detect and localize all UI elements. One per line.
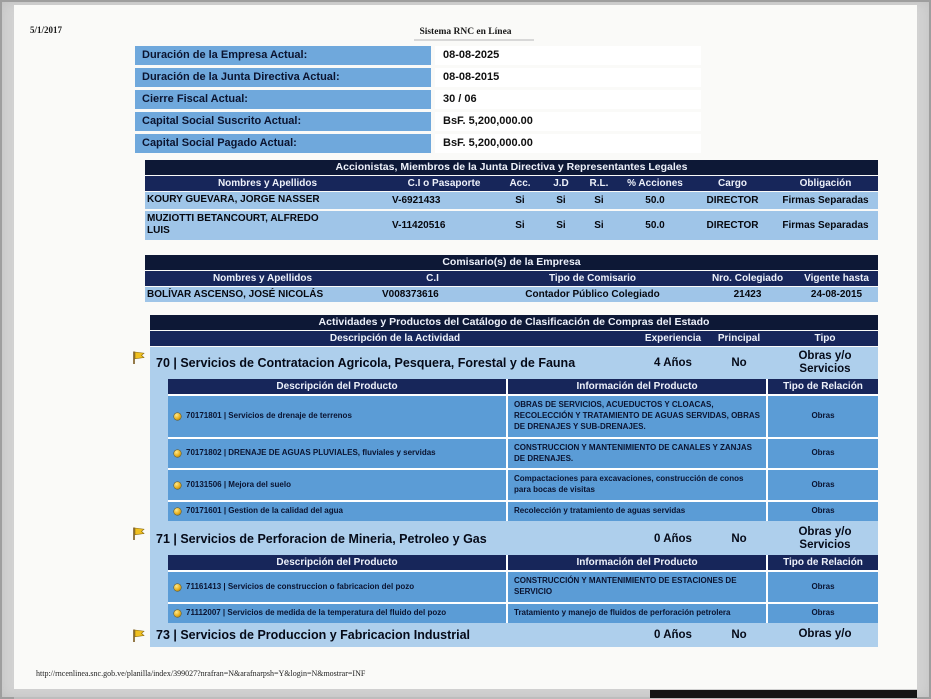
- shareholder-name-text: MUZIOTTI BETANCOURT, ALFREDO LUIS: [147, 212, 319, 236]
- shareholders-title: Accionistas, Miembros de la Junta Directiva y Representantes Legales: [145, 160, 878, 175]
- activity-label: 71 | Servicios de Perforacion de Mineria, Petroleo y Gas: [156, 532, 487, 547]
- product-tipo-relacion: Obras: [768, 604, 878, 623]
- shareholders-table: [145, 160, 878, 242]
- product-desc: 71112007 | Servicios de medida de la temperatura del fluido del pozo: [186, 607, 447, 617]
- col-header: Información del Producto: [508, 379, 766, 394]
- activity-experiencia: 0 Años: [654, 628, 692, 641]
- info-label: Capital Social Pagado Actual:: [135, 134, 431, 153]
- comisarios-title: Comisario(s) de la Empresa: [145, 255, 878, 270]
- product-info: [508, 396, 766, 436]
- flag-icon: [131, 350, 146, 365]
- shareholder-pct: 50.0: [645, 194, 665, 206]
- info-value: BsF. 5,200,000.00: [435, 134, 701, 153]
- comisarios-table: [145, 255, 878, 304]
- product-desc-cell: [168, 396, 506, 436]
- product-info-text: Recolección y tratamiento de aguas servidas: [514, 506, 686, 516]
- shareholder-name: [145, 211, 390, 240]
- product-desc: 70131506 | Mejora del suelo: [186, 479, 291, 489]
- shareholder-rl: Si: [594, 194, 604, 206]
- shareholder-id: V-11420516: [392, 219, 446, 231]
- activity-principal: No: [731, 357, 747, 370]
- info-value: 30 / 06: [435, 90, 701, 109]
- col-header: Nro. Colegiado: [711, 273, 784, 284]
- activity-row-71: [150, 523, 878, 555]
- shareholder-id: V-6921433: [392, 194, 441, 206]
- shareholder-acc: Si: [515, 219, 525, 231]
- col-header: Tipo: [814, 333, 836, 344]
- col-header: Tipo de Relación: [768, 555, 878, 570]
- activity-principal: No: [731, 628, 747, 641]
- products-header-row: [168, 555, 878, 570]
- shareholder-cargo: DIRECTOR: [706, 194, 759, 206]
- col-header: Cargo: [718, 178, 747, 189]
- product-desc-cell: [168, 502, 506, 521]
- activity-tipo: Obras y/o Servicios: [798, 350, 852, 376]
- shareholder-cargo: DIRECTOR: [706, 219, 759, 231]
- shareholder-row: [145, 192, 878, 209]
- col-header: J.D: [553, 178, 569, 189]
- col-header: Experiencia: [644, 333, 702, 344]
- bullet-icon: [174, 508, 181, 515]
- product-info: [508, 470, 766, 500]
- product-desc: 70171801 | Servicios de drenaje de terrenos: [186, 411, 352, 421]
- shareholder-name-text: KOURY GUEVARA, JORGE NASSER: [147, 194, 320, 205]
- shareholder-jd: Si: [556, 194, 566, 206]
- shareholders-header-row: [145, 176, 878, 191]
- product-row: [168, 502, 878, 521]
- shareholder-rl: Si: [594, 219, 604, 231]
- info-value: 08-08-2025: [435, 46, 701, 65]
- shareholder-obligacion: Firmas Separadas: [782, 194, 869, 206]
- products-table-71: [168, 555, 878, 622]
- info-value: BsF. 5,200,000.00: [435, 112, 701, 131]
- col-header: Vigente hasta: [804, 273, 869, 284]
- activity-tipo: Obras y/o: [798, 628, 852, 641]
- comisario-name: BOLÍVAR ASCENSO, JOSÉ NICOLÁS: [147, 289, 324, 300]
- product-tipo-relacion: Obras: [768, 396, 878, 436]
- product-info-text: Tratamiento y manejo de fluidos de perforación petrolera: [514, 607, 731, 617]
- scan-artifact-bar: [650, 690, 917, 698]
- activities-header-row: [150, 331, 878, 346]
- flag-icon: [131, 526, 146, 541]
- product-desc-cell: [168, 439, 506, 469]
- shareholder-name: [145, 192, 390, 209]
- activity-label: 70 | Servicios de Contratacion Agricola, Pesquera, Forestal y de Fauna: [156, 356, 576, 371]
- activity-experiencia: 4 Años: [654, 357, 692, 370]
- activity-row-70: [150, 347, 878, 379]
- shareholder-row: [145, 211, 878, 240]
- product-row: [168, 572, 878, 602]
- product-tipo-relacion: Obras: [768, 470, 878, 500]
- info-label: Duración de la Junta Directiva Actual:: [135, 68, 431, 87]
- flag-icon: [131, 628, 146, 643]
- col-header: Descripción de la Actividad: [329, 333, 461, 344]
- bullet-icon: [174, 584, 181, 591]
- col-header: Descripción del Producto: [168, 555, 506, 570]
- col-header: % Acciones: [627, 178, 683, 189]
- product-tipo-relacion: Obras: [768, 502, 878, 521]
- comisario-colegiado: 21423: [733, 289, 762, 300]
- shareholder-pct: 50.0: [645, 219, 665, 231]
- product-row: [168, 604, 878, 623]
- product-tipo-relacion: Obras: [768, 572, 878, 602]
- comisario-tipo: Contador Público Colegiado: [525, 289, 660, 300]
- col-header: R.L.: [589, 178, 609, 189]
- activity-row-73: [150, 625, 878, 645]
- comisario-vigente: 24-08-2015: [810, 289, 863, 300]
- company-info-table: [135, 46, 701, 153]
- print-footer-url: http://rncenlinea.snc.gob.ve/planilla/index/399027?nrafran=N&arafnarpsh=Y&login=N&mostrar=INF: [36, 669, 366, 678]
- product-info-text: CONSTRUCCIÓN Y MANTENIMIENTO DE ESTACIONES DE SERVICIO: [514, 576, 737, 597]
- activities-body: [150, 347, 878, 647]
- bullet-icon: [174, 610, 181, 617]
- product-row: [168, 439, 878, 469]
- page-body: [14, 5, 917, 689]
- info-value: 08-08-2015: [435, 68, 701, 87]
- col-header: C.I: [426, 273, 439, 284]
- product-desc: 71161413 | Servicios de construccion o fabricacion del pozo: [186, 581, 415, 591]
- col-header: Nombres y Apellidos: [212, 273, 313, 284]
- product-info: [508, 439, 766, 469]
- shareholder-acc: Si: [515, 194, 525, 206]
- products-table-70: [168, 379, 878, 520]
- products-header-row: [168, 379, 878, 394]
- product-info-text: OBRAS DE SERVICIOS, ACUEDUCTOS Y CLOACAS, RECOLECCIÓN Y TRATAMIENTO DE AGUAS SERVIDAS, OBRAS DE DRENAJES Y SUB-DRENAJES.: [514, 400, 760, 432]
- col-header: Principal: [717, 333, 761, 344]
- col-header: Descripción del Producto: [168, 379, 506, 394]
- col-header: Información del Producto: [508, 555, 766, 570]
- info-row: [135, 134, 701, 153]
- shareholder-obligacion: Firmas Separadas: [782, 219, 869, 231]
- product-row: [168, 396, 878, 436]
- product-info: [508, 502, 766, 521]
- info-row: [135, 112, 701, 131]
- product-desc-cell: [168, 470, 506, 500]
- activities-table: [150, 315, 878, 647]
- product-tipo-relacion: Obras: [768, 439, 878, 469]
- col-header: C.I o Pasaporte: [407, 178, 481, 189]
- page-title: Sistema RNC en Línea: [419, 27, 512, 37]
- info-row: [135, 46, 701, 65]
- shareholder-jd: Si: [556, 219, 566, 231]
- bullet-icon: [174, 482, 181, 489]
- info-label: Cierre Fiscal Actual:: [135, 90, 431, 109]
- activity-principal: No: [731, 533, 747, 546]
- info-row: [135, 68, 701, 87]
- product-info-text: Compactaciones para excavaciones, construcción de conos para bocas de visitas: [514, 474, 744, 495]
- info-label: Capital Social Suscrito Actual:: [135, 112, 431, 131]
- product-desc-cell: [168, 572, 506, 602]
- col-header: Tipo de Comisario: [548, 273, 637, 284]
- product-desc-cell: [168, 604, 506, 623]
- col-header: Obligación: [799, 178, 852, 189]
- activity-experiencia: 0 Años: [654, 533, 692, 546]
- activities-title: Actividades y Productos del Catálogo de Clasificación de Compras del Estado: [150, 315, 878, 330]
- activity-label: 73 | Servicios de Produccion y Fabricacion Industrial: [156, 627, 471, 642]
- col-header: Tipo de Relación: [768, 379, 878, 394]
- comisario-row: [145, 287, 878, 302]
- bullet-icon: [174, 450, 181, 457]
- activity-tipo: Obras y/o Servicios: [798, 525, 852, 552]
- product-info: [508, 604, 766, 623]
- product-desc: 70171802 | DRENAJE DE AGUAS PLUVIALES, fluviales y servidas: [186, 448, 436, 458]
- col-header: Acc.: [509, 178, 531, 189]
- info-label: Duración de la Empresa Actual:: [135, 46, 431, 65]
- product-desc: 70171601 | Gestion de la calidad del agua: [186, 506, 343, 516]
- print-date: 5/1/2017: [30, 25, 63, 35]
- product-info-text: CONSTRUCCION Y MANTENIMIENTO DE CANALES Y ZANJAS DE DRENAJES.: [514, 442, 752, 463]
- comisarios-header-row: [145, 271, 878, 286]
- product-row: [168, 470, 878, 500]
- product-info: [508, 572, 766, 602]
- col-header: Nombres y Apellidos: [217, 178, 318, 189]
- info-row: [135, 90, 701, 109]
- title-underline: [414, 39, 534, 41]
- comisario-id: V008373616: [382, 289, 439, 300]
- bullet-icon: [174, 413, 181, 420]
